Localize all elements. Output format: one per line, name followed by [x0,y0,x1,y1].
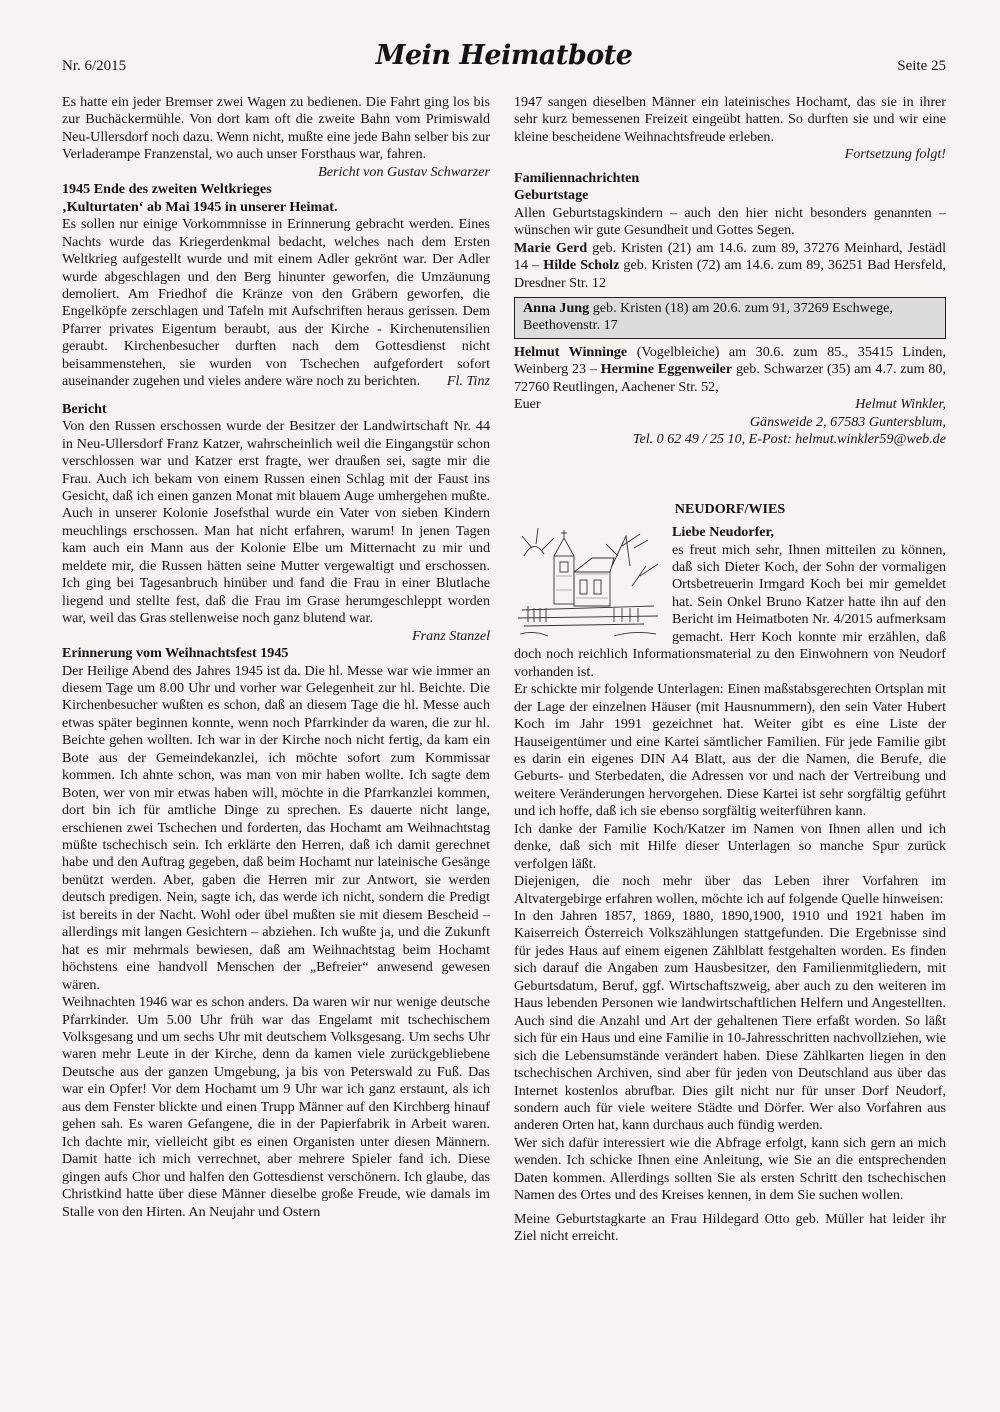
paragraph: Der Heilige Abend des Jahres 1945 ist da. Die hl. Messe war wie immer an diesem Tage um 8.00 Uhr und vorher war Gelegenheit zur hl. Beichte. Die Kirchenbesucher wußten es schon, daß an diesem Tage die hl. Messe auch etwas später beginnen konnte, wenn noch Pfarrkinder da waren, die zur hl. Beichte gehen wollten. Ich war in der Kirche noch nicht fertig, da kam ein Bote aus der Gemeindekanzlei, ich möchte sofort zum Kommissar kommen. Ich ahnte schon, was man von mir haben wollte. Ich sagte dem Boten, wer von mir etwas haben will, möchte in die Pfarrkanzlei kommen, dort bin ich für amtliche Dinge zu sprechen. Es dauerte nicht lange, erschienen zwei Tschechen und forderten, das Hochamt am Weihnachtstag müßte tschechisch sein. Ich erklärte den Herren, daß ich damit gerechnet habe und den Auftrag gegeben, daß beim Hochamt nur lateinische Gesänge benützt werden. Aber, gaben die Herren mir zur Antwort, sie werden deutsch predigen. Nein, sagte ich, das werde ich nicht, sondern die Predigt ist bereits in der Nacht. Wohl oder übel mußten sie mit diesem Bescheid – allerdings mit langen Gesichtern – abziehen. Ich wußte ja, und die Zukunft hat es mir mehrmals bewiesen, daß am Weihnachtstag beim Hochamt höchstens eine handvoll Menschen der „Befreier“ anwesend gewesen wären. [62,662,490,993]
paragraph: Es sollen nur einige Vorkommnisse in Erinnerung gebracht werden. Eines Nachts wurde das Kriegerdenkmal bedacht, welches nach dem Ersten Weltkrieg aufgestellt wurde und mit einem Adler gekrönt war. Der Adler wurde abgeschlagen und den Berg hinunter geworfen, die Umzäunung demoliert. Am Friedhof die Kränze von den Gräbern geworfen, die Engelköpfe zerschlagen und Tafeln mit Aufschriften heraus gerissen. Dem Pfarrer privates Eigentum beraubt, aus der Kirche - Kirchenutensilien geraubt. Kirchenbesucher durften nach dem Gottesdienst nicht beisammenstehen, sie wurden von Tschechen aufgefordert sofort auseinander zugehen und vieles andere wäre noch zu berichten. Fl. Tinz [62,216,490,390]
paragraph: Meine Geburtstagkarte an Frau Hildegard Otto geb. Müller hat leider ihr Ziel nicht erreicht. [514,1210,946,1245]
article-heading: Bericht [62,400,107,417]
church-sketch-image [514,526,662,644]
paragraph: Diejenigen, die noch mehr über das Leben ihrer Vorfahren im Altvatergebirge erfahren wollen, möchte ich auf folgende Quelle hinweisen: [514,873,946,907]
birthday-entry: Helmut Winninge (Vogelbleiche) am 30.6. zum 85., 35415 Linden, Weinberg 23 – Hermine Eggenweiler geb. Schwarzer (35) am 4.7. zum 80, 72760 Reutlingen, Aachener Str. 52, [514,343,947,395]
section-heading: Familiennachrichten [514,169,640,186]
birthday-entry: Marie Gerd geb. Kristen (21) am 14.6. zum 89, 37276 Meinhard, Jestädl 14 – Hilde Scholz geb. Kristen (72) am 14.6. zum 89, 36251 Bad Hersfeld, Dresdner Str. 12 [514,239,946,291]
paragraph: Weihnachten 1946 war es schon anders. Da waren wir nur wenige deutsche Pfarrkinder. Um 5.00 Uhr früh war das Engelamt mit tschechischem Volksgesang und um sechs Uhr mit deutschem Volksgesang. Um sechs Uhr waren mehr Leute in der Kirche, denn da kamen viele zurückgebliebene Deutsche aus der ganzen Umgebung, ja bis von Peterswald zu Fuß. Das war ein Opfer! Vor dem Hochamt um 9 Uhr war ich ganz erstaunt, als ich aus dem Fenster blickte und einen Trupp Männer auf den Kirchberg hinauf gehen sah. Es waren Gefangene, die in der Papierfabrik in Arbeit waren. Ich dachte mir, vielleicht gibt es einen Organisten unter diesen Männern. Damit hatte ich mich verrechnet, aber mehrere Spieler fand ich. Diese gingen aufs Chor und halfen den Gottesdienst verschönern. Ich glaube, das Christkind hatte über diese Männer dieselbe große Freude, wie damals im Stalle von den Hirten. An Neujahr und Ostern [62,994,490,1220]
left-column [62,94,490,1221]
paragraph: Wer sich dafür interessiert wie die Abfrage erfolgt, kann sich gern an mich wenden. Ich schicke Ihnen eine Anleitung, wie Sie an die entsprechenden Daten kommen. Allerdings sollten Sie als ersten Schritt den tschechischen Namen des Ortes und des Kreises kennen, in dem Sie suchen wollen. [514,1134,946,1204]
paragraph: In den Jahren 1857, 1869, 1880, 1890,1900, 1910 und 1921 haben im Kaiserreich Österreich Volkszählungen stattgefunden. Die Ergebnisse sind für jedes Haus auf einem eigenen Zählblatt festgehalten worden. Es finden sich darauf die Angaben zum Hausbesitzer, den Familienmitgliedern, mit Geburtsdatum, Beruf, ggf. Wirtschaftszweig, aber auch zu den weiteren im Haus lebenden Personen wie landwirtschaftlichen Helfern und Angestellten. Auch sind die Anzahl und Art der gehaltenen Tiere erfaßt worden. So läßt sich für ein Haus und eine Familie in 10-Jahresschritten nachvollziehen, wie sich die Lebensumstände verändert haben. Diese Zählkarten liegen in den tschechischen Archiven, sind aber für jeden von Deutschland aus über das Internet kostenlos abrufbar. Dies gilt nicht nur für unser Dorf Neudorf, sondern auch für viele weitere Städte und Dörfer. Wer also Vorfahren aus anderen Orten hat, kann durchaus auch fündig werden. [514,908,946,1134]
greeting: Liebe Neudorfer, [672,524,775,541]
signature-address: Gänsweide 2, 67583 Guntersblum, [749,413,946,430]
highlighted-birthday-box [514,297,946,339]
author-line: Franz Stanzel [412,627,490,644]
section-subheading: Geburtstage [514,187,589,204]
publication-title: Mein Heimatbote [375,40,633,71]
issue-number: Nr. 6/2015 [62,58,127,74]
paragraph: 1947 sangen dieselben Männer ein lateinisches Hochamt, das sie in ihrer sehr kurz bemessenen Freizeit eingeübt hatten. So durften sie und wir eine kleine bescheidene Weihnachtsfreude erleben. [514,94,946,145]
signature-contact: Tel. 0 62 49 / 25 10, E-Post: helmut.winkler59@web.de [632,431,946,448]
paragraph: Ich danke der Familie Koch/Katzer im Namen von Ihnen allen und ich denke, daß sich mit Hilfe dieser Unterlagen so manche Spur zurück verfolgen läßt. [514,820,946,872]
right-column [514,94,946,1246]
paragraph: es freut mich sehr, Ihnen mitteilen zu können, daß sich Dieter Koch, der Sohn der vormaligen Ortsbetreuerin Irmgard Koch bei mir gemeldet hat. Sein Onkel Bruno Katzer hatte ihn auf den Bericht im Heimatboten Nr. 4/2015 aufmerksam gemacht. Herr Koch konnte mir erzählen, daß doch noch reichlich Informationsmaterial zu den Einwohnern von Neudorf vorhanden ist. [514,541,946,680]
article-heading: 1945 Ende des zweiten Weltkrieges [62,181,272,198]
author-line: Fl. Tinz [446,373,490,390]
article-heading: Erinnerung vom Weihnachtsfest 1945 [62,645,289,662]
paragraph: Es hatte ein jeder Bremser zwei Wagen zu bedienen. Die Fahrt ging los bis zur Buchäckermühle. Von dort kam oft die zweite Bahn vom Primiswald Neu-Ullersdorf noch dazu. Wenn nicht, mußte eine jede Bahn selber bis zur Verladerampe Franzenstal, wo auch unser Forsthaus war, fahren. [62,94,490,163]
section-heading: NEUDORF/WIES [674,500,786,517]
signature-block: Euer Helmut Winkler, [514,396,946,413]
author-line: Bericht von Gustav Schwarzer [318,163,490,180]
paragraph: Von den Russen erschossen wurde der Besitzer der Landwirtschaft Nr. 44 in Neu-Ullersdorf Franz Katzer, wahrscheinlich weil die Eingangstür schon verschlossen war und Katzer erst fragte, wer draußen sei, sagte mir die Frau. Auch ich bekam von einem Russen einen Schlag mit der Faust ins Gesicht, daß ich einen ganzen Monat mit blauem Auge umhergehen mußte. Auch in unserer Kolonie Josefsthal wurde ein Vater von sieben Kindern meuchlings erschossen. Man hat nicht erfahren, warum! In jenen Tagen kam auch ein Mann aus der Kolonie Elbe um Mitternacht zu mir und meldete mir, die Russen hätten seine Mutter vergewaltigt und erschossen. Ich ging bei Tagesanbruch hinüber und fand die Frau in einer Blutlache liegend und stellte fest, daß die Frau im Grase herumgeschleppt worden war, weil das Gras stellenweise noch ganz blutend war. [62,418,490,627]
birthday-entry: Anna Jung geb. Kristen (18) am 20.6. zum 91, 37269 Eschwege, Beethovenstr. 17 [523,299,893,334]
paragraph: Allen Geburtstagskindern – auch den hier nicht besonders genannten – wünschen wir gute Gesundheit und Gottes Segen. [514,204,946,239]
article-subheading: ‚Kulturtaten‘ ab Mai 1945 in unserer Heimat. [62,198,338,215]
intro-with-image [514,524,946,681]
continuation-note: Fortsetzung folgt! [844,146,946,163]
page-header [62,40,946,80]
paragraph: Er schickte mir folgende Unterlagen: Einen maßstabsgerechten Ortsplan mit der Lage der einzelnen Häuser (mit Hausnummern), den sein Vater Hubert Koch im Jahr 1991 gezeichnet hat. Weiter gibt es eine Liste der Hauseigentümer und eine Kartei sämtlicher Familien. Für jede Familie gibt es darin ein eigenes DIN A4 Blatt, aus der die Namen, die Berufe, die Geburts- und Sterbedaten, die Adressen vor und nach der Vertreibung und weitere Veränderungen hervorgehen. Diese Kartei ist sehr sorgfältig geführt und ich hoffe, daß ich sie ebenso sorgfältig weiterführen kann. [514,681,946,820]
page-number: Seite 25 [897,58,946,74]
